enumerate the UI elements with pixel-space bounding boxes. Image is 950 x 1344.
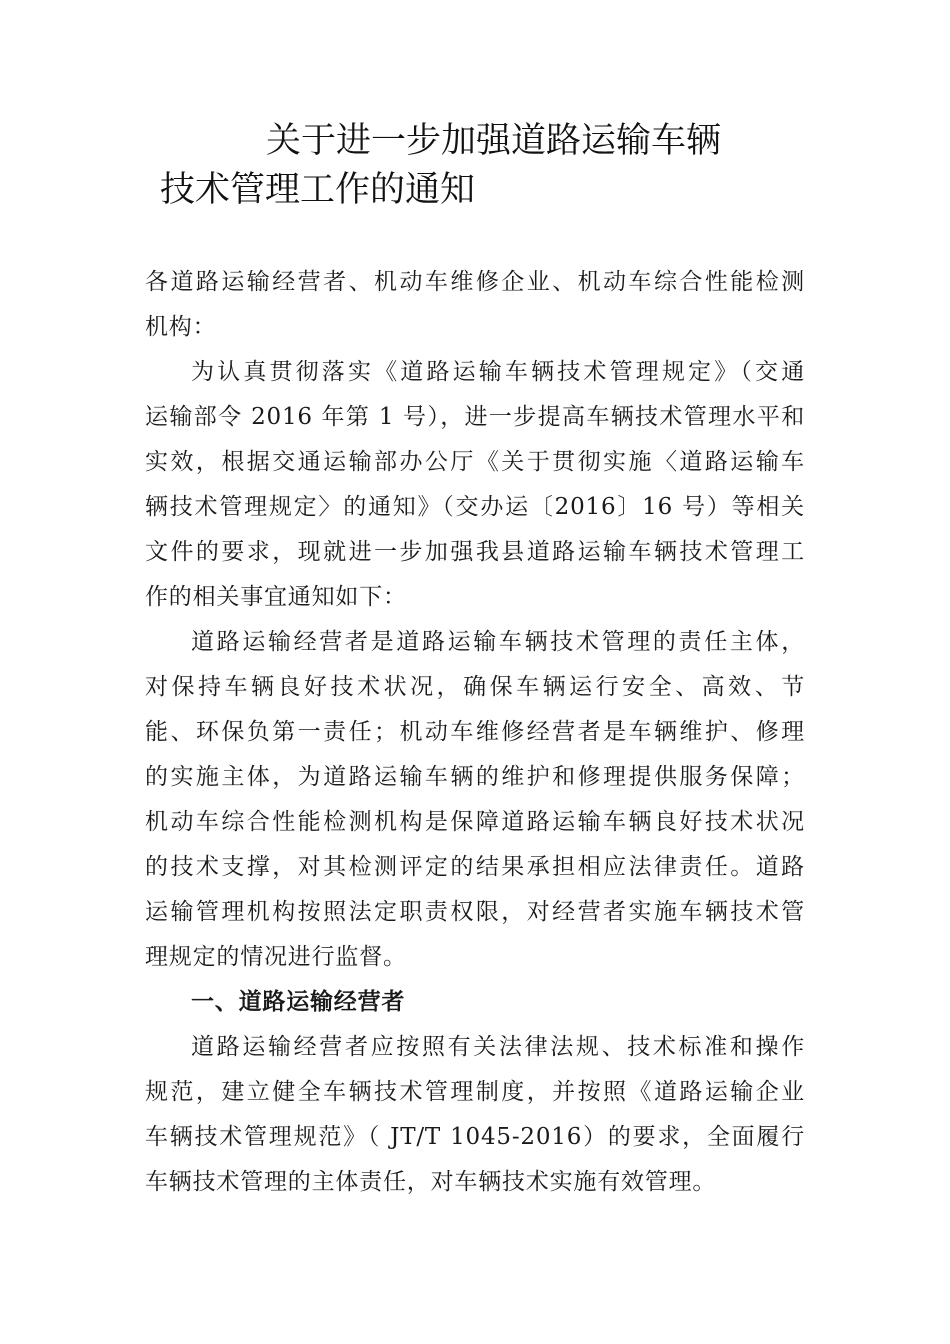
body-text-line: 作的相关事宜通知如下： [145, 584, 407, 610]
body-text-line: 各道路运输经营者、机动车维修企业、机动车综合性能检测 [145, 269, 805, 295]
body-text-line: 道路运输经营者应按照有关法律法规、技术标准和操作 [191, 1034, 805, 1060]
document-title-line-1: 关于进一步加强道路运输车辆 [266, 121, 722, 161]
body-text-line: 文件的要求，现就进一步加强我县道路运输车辆技术管理工 [145, 539, 805, 565]
body-text-line: 车辆技术管理规范》（ JT/T 1045-2016）的要求，全面履行 [145, 1124, 805, 1150]
body-text-line: 运输部令 2016 年第 1 号），进一步提高车辆技术管理水平和 [145, 404, 805, 430]
body-text-line: 为认真贯彻落实《道路运输车辆技术管理规定》（交通 [191, 359, 805, 385]
body-text-line: 机构： [145, 314, 217, 340]
body-text-line: 的实施主体，为道路运输车辆的维护和修理提供服务保障； [145, 764, 805, 790]
body-text-line: 对保持车辆良好技术状况，确保车辆运行安全、高效、节 [145, 674, 805, 700]
document-title-line-2: 技术管理工作的通知 [160, 170, 476, 210]
body-text-line: 车辆技术管理的主体责任，对车辆技术实施有效管理。 [145, 1169, 717, 1195]
body-text-line: 的技术支撑，对其检测评定的结果承担相应法律责任。道路 [145, 854, 805, 880]
body-text-line: 机动车综合性能检测机构是保障道路运输车辆良好技术状况 [145, 809, 805, 835]
body-text-line: 理规定的情况进行监督。 [145, 944, 407, 970]
body-text-line: 道路运输经营者是道路运输车辆技术管理的责任主体， [191, 629, 805, 655]
body-text-line: 能、环保负第一责任；机动车维修经营者是车辆维护、修理 [145, 719, 805, 745]
section-heading: 一、道路运输经营者 [191, 989, 406, 1015]
document-body [145, 260, 805, 1205]
body-text-line: 运输管理机构按照法定职责权限，对经营者实施车辆技术管 [145, 899, 805, 925]
body-text-line: 规范，建立健全车辆技术管理制度，并按照《道路运输企业 [145, 1079, 805, 1105]
body-text-line: 辆技术管理规定〉的通知》（交办运〔2016〕16 号）等相关 [145, 494, 805, 520]
body-text-line: 实效，根据交通运输部办公厅《关于贯彻实施〈道路运输车 [145, 449, 805, 475]
